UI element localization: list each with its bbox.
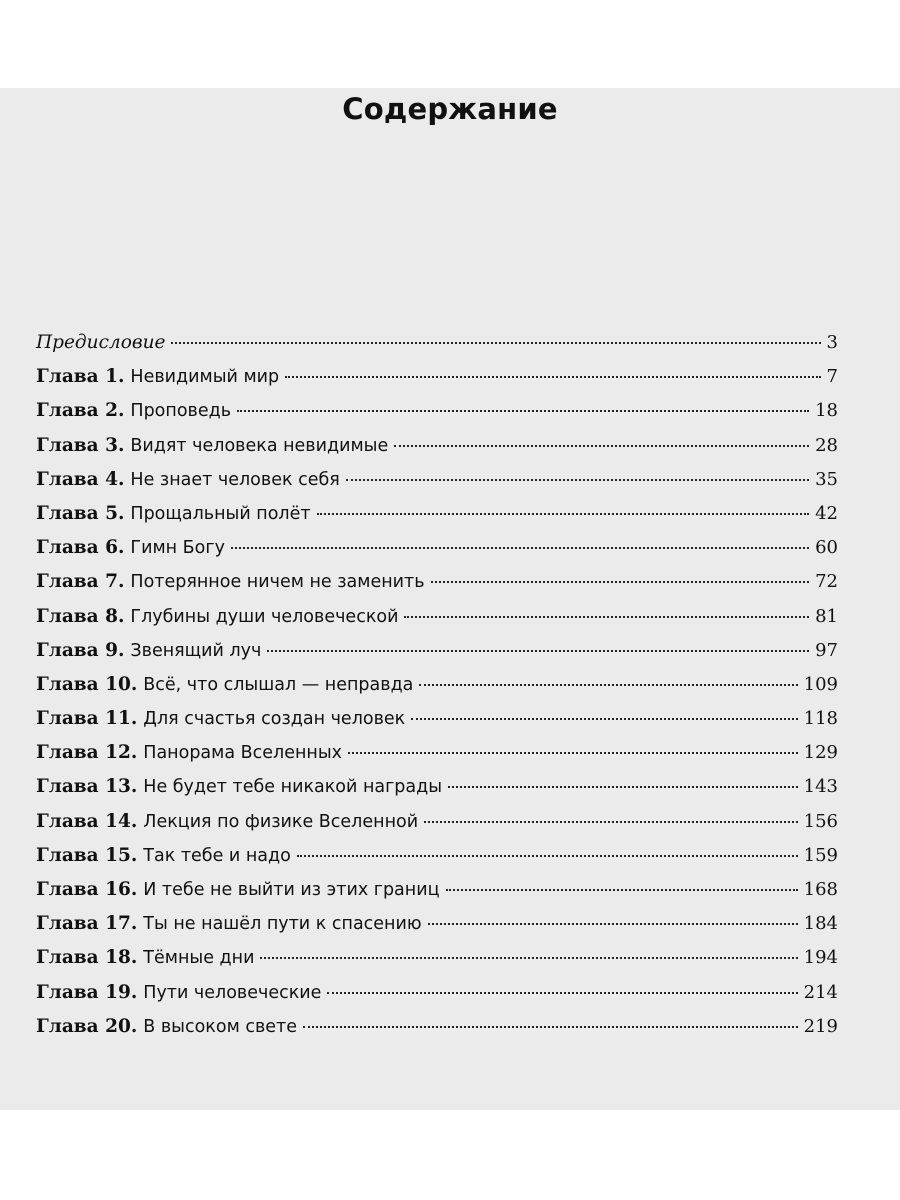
toc-entry-chapter	[36, 606, 838, 640]
dot-leader	[267, 648, 809, 652]
chapter-label: Глава 4.	[36, 468, 125, 490]
toc-page-number: 109	[803, 673, 838, 695]
toc-entry-chapter	[36, 640, 838, 674]
chapter-title: Ты не нашёл пути к спасению	[143, 914, 422, 935]
toc-entry-chapter	[36, 879, 838, 913]
dot-leader	[231, 545, 809, 549]
chapter-label: Глава 11.	[36, 708, 138, 730]
toc-entry-chapter	[36, 947, 838, 981]
chapter-title: Так тебе и надо	[143, 845, 291, 866]
chapter-title: И тебе не выйти из этих границ	[143, 880, 440, 900]
dot-leader	[303, 1024, 798, 1028]
chapter-title: Потерянное ничем не заменить	[130, 572, 425, 593]
dot-leader	[431, 579, 810, 583]
toc-entry-preface	[36, 332, 838, 366]
chapter-title: Видят человека невидимые	[130, 435, 389, 456]
toc-page-number: 28	[815, 434, 838, 456]
chapter-title: Не знает человек себя	[130, 469, 340, 490]
chapter-label: Глава 1.	[36, 366, 125, 388]
toc-page-number: 194	[803, 947, 838, 969]
chapter-label: Глава 7.	[36, 571, 125, 593]
chapter-title: Глубины души человеческой	[130, 606, 399, 627]
toc-page-number: 214	[803, 981, 838, 1003]
chapter-title: Для счастья создан человек	[143, 709, 406, 730]
chapter-label: Глава 6.	[36, 537, 125, 559]
page-title: Содержание	[342, 92, 558, 126]
dot-leader	[428, 921, 798, 925]
chapter-label: Глава 2.	[36, 400, 125, 422]
chapter-label: Глава 19.	[36, 981, 138, 1003]
toc-list	[36, 332, 838, 1050]
chapter-title: Лекция по физике Вселенной	[143, 811, 419, 832]
dot-leader	[327, 990, 797, 994]
dot-leader	[424, 819, 798, 823]
toc-page-number: 35	[815, 468, 838, 490]
book-page	[0, 88, 900, 1110]
toc-entry-chapter	[36, 742, 838, 776]
toc-page-number: 72	[815, 571, 838, 593]
toc-entry-chapter	[36, 845, 838, 879]
dot-leader	[171, 340, 820, 344]
toc-entry-chapter	[36, 674, 838, 708]
toc-page-number: 60	[815, 537, 838, 559]
toc-page-number: 219	[803, 1015, 838, 1037]
toc-entry-title: Предисловие	[36, 332, 166, 353]
dot-leader	[260, 955, 797, 959]
chapter-label: Глава 18.	[36, 947, 138, 969]
dot-leader	[419, 682, 797, 686]
chapter-label: Глава 20.	[36, 1015, 138, 1037]
toc-page-number: 156	[803, 810, 838, 832]
toc-entry-chapter	[36, 469, 838, 503]
toc-entry-chapter	[36, 776, 838, 810]
dot-leader	[394, 443, 809, 447]
chapter-label: Глава 14.	[36, 810, 138, 832]
dot-leader	[411, 716, 797, 720]
toc-page-number: 159	[803, 844, 838, 866]
chapter-title: Гимн Богу	[130, 538, 225, 559]
toc-entry-chapter	[36, 366, 838, 400]
dot-leader	[404, 614, 809, 618]
chapter-title: Пути человеческие	[143, 982, 322, 1003]
toc-entry-chapter	[36, 435, 838, 469]
toc-page-number: 7	[826, 366, 838, 388]
toc-page-number: 81	[815, 605, 838, 627]
toc-page-number: 129	[803, 742, 838, 764]
toc-entry-chapter	[36, 708, 838, 742]
chapter-label: Глава 9.	[36, 639, 125, 661]
chapter-label: Глава 3.	[36, 434, 125, 456]
toc-entry-chapter	[36, 1016, 838, 1050]
dot-leader	[348, 750, 798, 754]
chapter-label: Глава 8.	[36, 605, 125, 627]
toc-page-number: 184	[803, 913, 838, 935]
chapter-label: Глава 17.	[36, 913, 138, 935]
dot-leader	[297, 853, 798, 857]
dot-leader	[317, 511, 810, 515]
chapter-title: Невидимый мир	[130, 367, 280, 388]
chapter-title: Не будет тебе никакой награды	[143, 777, 443, 798]
chapter-title: Всё, что слышал — неправда	[143, 674, 414, 695]
dot-leader	[346, 477, 809, 481]
toc-entry-chapter	[36, 400, 838, 434]
toc-page-number: 97	[815, 639, 838, 661]
toc-entry-chapter	[36, 811, 838, 845]
chapter-label: Глава 15.	[36, 844, 138, 866]
toc-entry-chapter	[36, 571, 838, 605]
chapter-title: В высоком свете	[143, 1016, 298, 1037]
toc-entry-chapter	[36, 503, 838, 537]
chapter-title: Проповедь	[130, 401, 232, 422]
chapter-title: Панорама Вселенных	[143, 743, 343, 764]
toc-page-number: 3	[826, 332, 838, 353]
toc-entry-chapter	[36, 982, 838, 1016]
chapter-label: Глава 13.	[36, 776, 138, 798]
chapter-title: Звенящий луч	[130, 640, 262, 661]
toc-entry-chapter	[36, 537, 838, 571]
toc-page-number: 42	[815, 502, 838, 524]
chapter-label: Глава 5.	[36, 502, 125, 524]
chapter-title: Тёмные дни	[143, 948, 255, 969]
dot-leader	[448, 784, 798, 788]
dot-leader	[285, 374, 820, 378]
chapter-label: Глава 10.	[36, 673, 138, 695]
toc-page-number: 18	[815, 400, 838, 422]
dot-leader	[446, 887, 798, 891]
toc-page-number: 143	[803, 776, 838, 798]
toc-page-number: 118	[803, 708, 838, 730]
chapter-label: Глава 16.	[36, 879, 138, 900]
dot-leader	[237, 408, 809, 412]
chapter-label: Глава 12.	[36, 742, 138, 764]
chapter-title: Прощальный полёт	[130, 503, 311, 524]
toc-page-number: 168	[803, 879, 838, 900]
toc-entry-chapter	[36, 913, 838, 947]
